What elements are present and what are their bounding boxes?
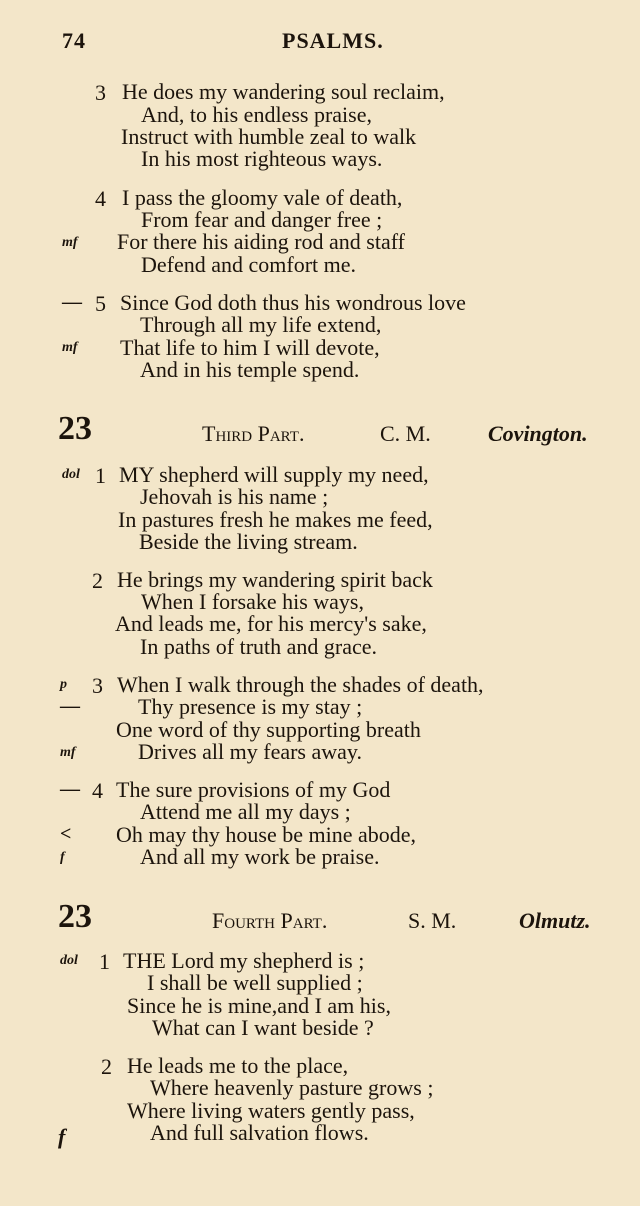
verse-line: Instruct with humble zeal to walk — [121, 124, 417, 149]
page-number: 74 — [62, 28, 86, 53]
verse-line: Drives all my fears away. — [138, 739, 362, 764]
dynamic-mark: f — [60, 850, 65, 865]
verse-line: From fear and danger free ; — [141, 207, 383, 232]
tune-name: Covington. — [488, 421, 588, 446]
tune-name: Olmutz. — [519, 908, 591, 933]
verse-line: He brings my wandering spirit back — [117, 567, 433, 592]
stanza-number: 3 — [92, 673, 103, 698]
verse-line: THE Lord my shepherd is ; — [123, 948, 365, 973]
verse-line: He leads me to the place, — [127, 1053, 349, 1078]
verse-line: MY shepherd will supply my need, — [119, 462, 429, 487]
verse-line: Thy presence is my stay ; — [138, 694, 363, 719]
dash-mark: — — [60, 778, 80, 800]
verse-line: And leads me, for his mercy's sake, — [115, 611, 427, 636]
verse-line: One word of thy supporting breath — [116, 717, 421, 742]
verse-line: And in his temple spend. — [140, 357, 360, 382]
verse-line: Attend me all my days ; — [140, 799, 351, 824]
verse-line: In paths of truth and grace. — [140, 634, 378, 659]
hymn-meter: C. M. — [380, 421, 431, 446]
stanza-number: 4 — [95, 186, 106, 211]
stanza-number: 2 — [101, 1054, 112, 1079]
stanza-number: 4 — [92, 778, 103, 803]
dash-mark: — — [62, 291, 82, 313]
verse-line: Jehovah is his name ; — [140, 484, 329, 509]
stanza-number: 3 — [95, 80, 106, 105]
hymn-number: 23 — [58, 410, 92, 447]
hymn-part: Fourth Part. — [212, 908, 328, 933]
verse-line: And full salvation flows. — [150, 1120, 369, 1145]
verse-line: I pass the gloomy vale of death, — [122, 185, 403, 210]
verse-line: And all my work be praise. — [140, 844, 380, 869]
verse-line: Since he is mine,and I am his, — [127, 993, 391, 1018]
dynamic-mark: mf — [62, 235, 78, 250]
verse-line: Where living waters gently pass, — [127, 1098, 415, 1123]
dynamic-mark: mf — [62, 340, 78, 355]
dynamic-mark: f — [58, 1124, 66, 1149]
stanza-number: 5 — [95, 291, 106, 316]
verse-line: Where heavenly pasture grows ; — [150, 1075, 434, 1100]
verse-line: Through all my life extend, — [140, 312, 382, 337]
dynamic-mark: mf — [60, 745, 76, 760]
dynamic-mark: dol — [60, 953, 78, 968]
verse-line: When I walk through the shades of death, — [117, 672, 484, 697]
crescendo-mark: < — [60, 823, 72, 845]
verse-line: And, to his endless praise, — [141, 102, 372, 127]
dynamic-mark: dol — [62, 467, 80, 482]
stanza-number: 2 — [92, 568, 103, 593]
verse-line: He does my wandering soul reclaim, — [122, 79, 445, 104]
verse-line: For there his aiding rod and staff — [117, 229, 405, 254]
stanza-number: 1 — [99, 949, 110, 974]
verse-line: Defend and comfort me. — [141, 252, 357, 277]
hymn-number: 23 — [58, 898, 92, 935]
verse-line: I shall be well supplied ; — [147, 970, 363, 995]
verse-line: In his most righteous ways. — [141, 146, 383, 171]
running-title: PSALMS. — [282, 28, 384, 53]
verse-line: When I forsake his ways, — [141, 589, 364, 614]
verse-line: Beside the living stream. — [139, 529, 358, 554]
hymn-meter: S. M. — [408, 908, 457, 933]
verse-line: What can I want beside ? — [152, 1015, 374, 1040]
hymn-part: Third Part. — [202, 421, 305, 446]
verse-line: The sure provisions of my God — [116, 777, 391, 802]
stanza-number: 1 — [95, 463, 106, 488]
verse-line: Oh may thy house be mine abode, — [116, 822, 416, 847]
dash-mark: — — [60, 695, 80, 717]
verse-line: In pastures fresh he makes me feed, — [118, 507, 433, 532]
verse-line: That life to him I will devote, — [120, 335, 380, 360]
dynamic-mark: p — [60, 677, 67, 692]
verse-line: Since God doth thus his wondrous love — [120, 290, 466, 315]
